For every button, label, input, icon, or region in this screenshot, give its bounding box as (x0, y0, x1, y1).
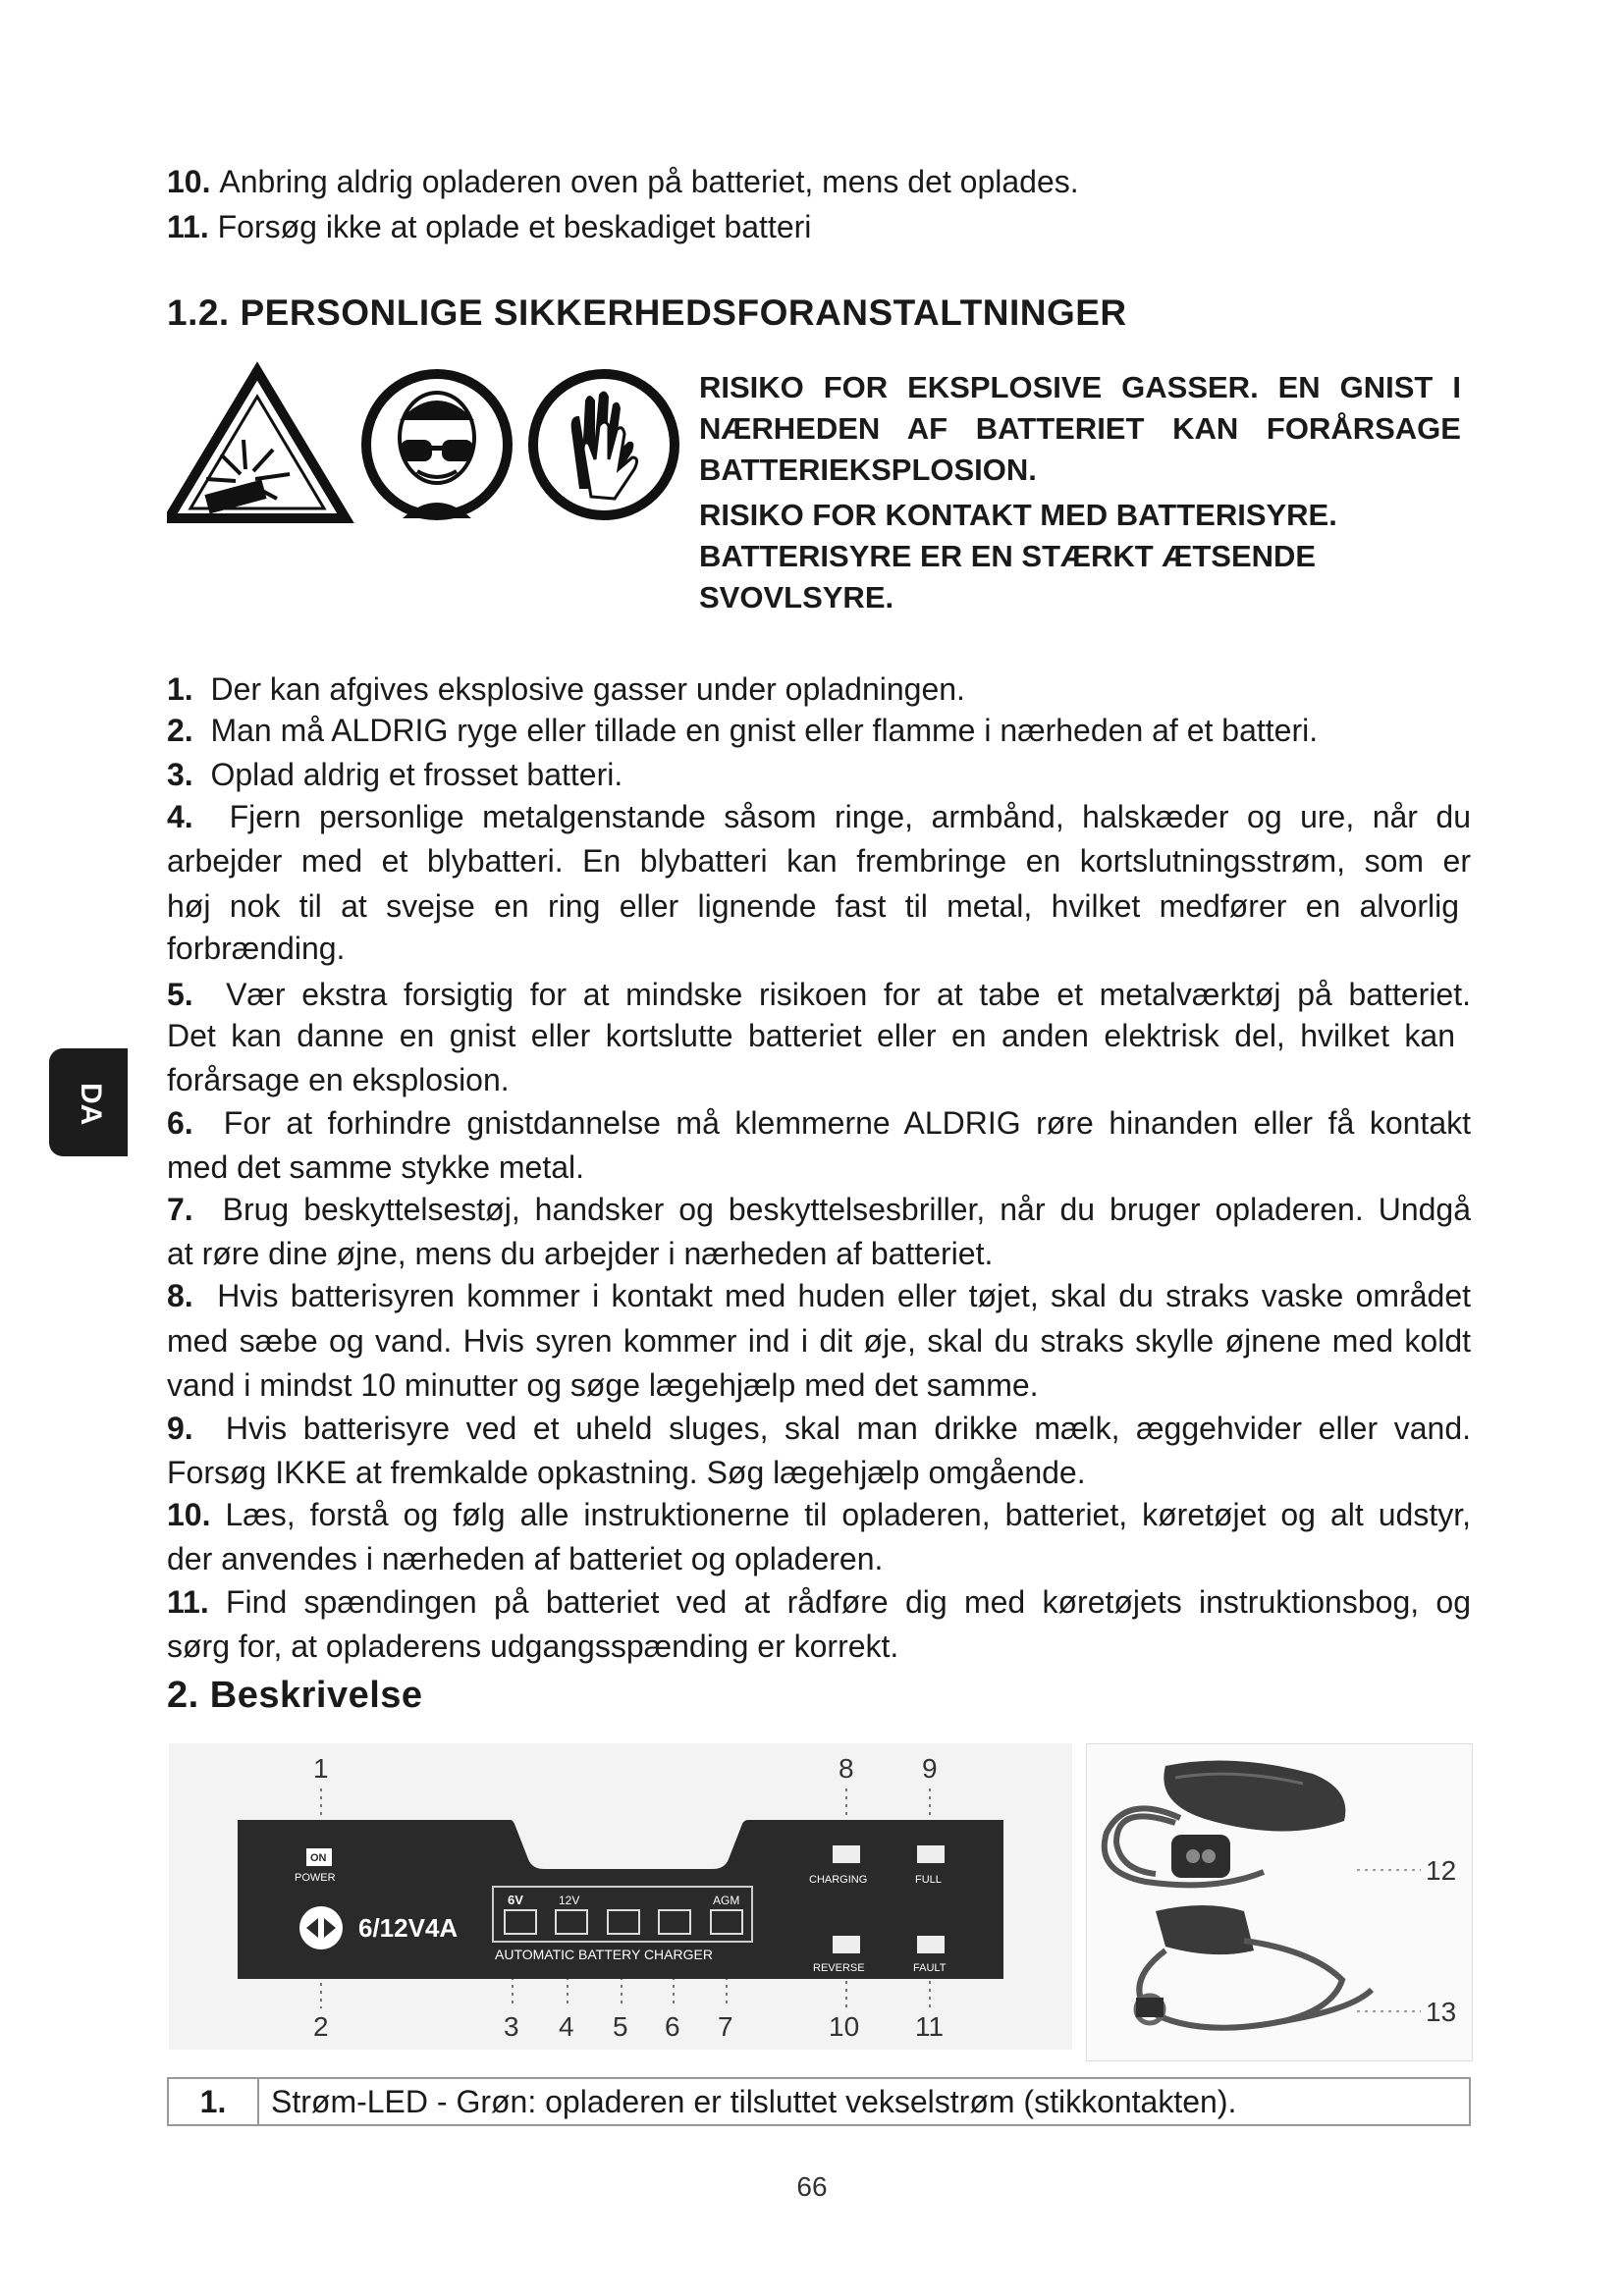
list-item-continuation: høj nok til at svejse en ring eller lignende fast til metal, hvilket medfører en alvorlig (167, 888, 1459, 924)
charger-panel-figure (169, 1743, 1072, 2050)
fault-label: FAULT (913, 1962, 947, 1974)
list-item-continuation: forbrænding. (167, 931, 346, 966)
callout-number: 5 (613, 2011, 628, 2042)
list-item: 7. Brug beskyttelsestøj, handsker og beskyttelsesbriller, når du bruger opladeren. Undgå (167, 1192, 1471, 1227)
callout-number: 3 (504, 2011, 519, 2042)
charger-label: AUTOMATIC BATTERY CHARGER (495, 1947, 713, 1962)
item-text: Anbring aldrig opladeren oven på batteriet, mens det oplades. (219, 164, 1079, 199)
callout-number: 10 (829, 2011, 860, 2042)
list-item-continuation: at røre dine øjne, mens du arbejder i nærheden af batteriet. (167, 1236, 994, 1271)
callout-number: 4 (559, 2011, 574, 2042)
list-item (167, 207, 811, 246)
description-table (167, 2077, 1471, 2126)
list-item: 1. Der kan afgives eksplosive gasser under opladningen. (167, 671, 965, 707)
section-heading: 2. Beskrivelse (167, 1675, 423, 1716)
callout-number: 6 (665, 2011, 680, 2042)
list-item-continuation: med sæbe og vand. Hvis syren kommer ind i dit øje, skal du straks skylle øjnene med koldt (167, 1323, 1471, 1359)
warning-line: NÆRHEDEN AF BATTERIET KAN FORÅRSAGE (699, 411, 1461, 446)
table-cell-text: Strøm-LED - Grøn: opladeren er tilsluttet vekselstrøm (stikkontakten). (271, 2084, 1237, 2119)
language-tab: DA (49, 1048, 128, 1156)
eye-protection-icon (366, 374, 508, 518)
warning-line: SVOVLSYRE. (699, 580, 894, 614)
safety-icons (167, 361, 687, 528)
warning-line: BATTERIEKSPLOSION. (699, 453, 1037, 487)
12v-label: 12V (559, 1894, 580, 1907)
list-item-continuation: arbejder med et blybatteri. En blybatteri kan frembringe en kortslutningsstrøm, som er (167, 843, 1471, 879)
page-number: 66 (796, 2171, 828, 2202)
charging-label: CHARGING (809, 1874, 868, 1886)
item-number: 11. (167, 209, 209, 244)
agm-label: AGM (713, 1894, 740, 1907)
callout-number: 1 (313, 1753, 329, 1784)
reverse-label: REVERSE (813, 1962, 865, 1974)
list-item: 2. Man må ALDRIG ryge eller tillade en gnist eller flamme i nærheden af et batteri. (167, 713, 1319, 748)
on-label: ON (310, 1852, 327, 1864)
list-item-continuation: Det kan danne en gnist eller kortslutte batteriet eller en anden elektrisk del, hvilket kan (167, 1018, 1455, 1053)
list-item-continuation: forårsage en eksplosion. (167, 1062, 510, 1097)
list-item: 6. For at forhindre gnistdannelse må klemmerne ALDRIG røre hinanden eller få kontakt (167, 1105, 1472, 1141)
warning-line: BATTERISYRE ER EN STÆRKT ÆTSENDE (699, 539, 1317, 573)
power-label: POWER (295, 1872, 336, 1884)
list-item: 5. Vær ekstra forsigtig for at mindske risikoen for at tabe et metalværktøj på batteriet. (167, 977, 1472, 1012)
list-item: 3. Oplad aldrig et frosset batteri. (167, 757, 623, 792)
list-item: 11. Find spændingen på batteriet ved at rådføre dig med køretøjets instruktionsbog, og (167, 1584, 1472, 1620)
cables-figure (1086, 1743, 1473, 2061)
callout-number: 9 (922, 1753, 938, 1784)
model-label: 6/12V4A (358, 1913, 459, 1943)
item-text: Forsøg ikke at oplade et beskadiget batteri (217, 209, 812, 244)
callout-number: 11 (915, 2011, 945, 2042)
list-item-continuation: sørg for, at opladerens udgangsspænding er korrekt. (167, 1629, 899, 1664)
list-item-continuation: med det samme stykke metal. (167, 1149, 585, 1185)
cables-drawing (1087, 1744, 1472, 2060)
gloves-icon (533, 374, 675, 515)
callout-number: 2 (313, 2011, 329, 2042)
list-item-continuation: der anvendes i nærheden af batteriet og opladeren. (167, 1541, 884, 1576)
callout-number: 7 (718, 2011, 733, 2042)
list-item: 4. Fjern personlige metalgenstande såsom ringe, armbånd, halskæder og ure, når du (167, 799, 1472, 834)
table-cell-number: 1. (169, 2079, 259, 2124)
list-item-continuation: vand i mindst 10 minutter og søge lægehjælp med det samme. (167, 1367, 1039, 1403)
list-item-continuation: Forsøg IKKE at fremkalde opkastning. Søg lægehjælp omgående. (167, 1455, 1086, 1490)
explosion-warning-icon (169, 371, 346, 518)
callout-number: 12 (1426, 1855, 1457, 1886)
full-label: FULL (915, 1874, 942, 1886)
list-item: 8. Hvis batterisyren kommer i kontakt med huden eller tøjet, skal du straks vaske området (167, 1278, 1472, 1313)
charger-panel-drawing (169, 1743, 1072, 2050)
list-item: 10. Læs, forstå og følg alle instruktionerne til opladeren, batteriet, køretøjet og alt udstyr, (167, 1497, 1472, 1532)
callout-number: 13 (1426, 1997, 1457, 2027)
list-item: 9. Hvis batterisyre ved et uheld sluges, skal man drikke mælk, æggehvider eller vand. (167, 1411, 1472, 1446)
item-number: 10. (167, 164, 211, 199)
callout-number: 8 (839, 1753, 854, 1784)
warning-line: RISIKO FOR KONTAKT MED BATTERISYRE. (699, 498, 1337, 532)
section-heading: 1.2. PERSONLIGE SIKKERHEDSFORANSTALTNINGER (167, 293, 1127, 333)
list-item (167, 162, 1079, 201)
warning-line: RISIKO FOR EKSPLOSIVE GASSER. EN GNIST I (699, 370, 1461, 404)
6v-label: 6V (508, 1893, 523, 1907)
